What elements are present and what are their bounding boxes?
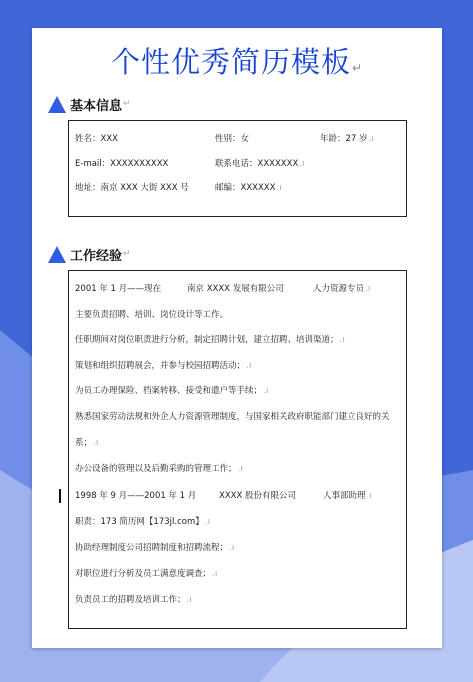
- text-cursor: [59, 489, 61, 503]
- name-field: 姓名：XXX: [75, 134, 118, 144]
- job2-period: 1998 年 9 月——2001 年 1 月: [75, 491, 197, 501]
- paragraph-mark: ↵: [123, 249, 131, 259]
- job1-role: 人力资源专员.ı: [313, 284, 371, 294]
- age-field: 年龄：27 岁.ı: [320, 134, 374, 144]
- job2-role: 人事部助理.ı: [323, 491, 372, 501]
- phone-field: 联系电话：XXXXXXX.ı: [215, 159, 305, 169]
- work-experience-box: [68, 270, 407, 629]
- basic-info-box: [68, 120, 407, 217]
- job2-line: 职责：173 简历网【173jl.com】.ı: [75, 517, 211, 527]
- basic-info-heading: [48, 94, 131, 114]
- postcode-field: 邮编：XXXXXX.ı: [215, 183, 282, 193]
- title-text: 个性优秀简历模板: [110, 45, 351, 79]
- job1-line: 任职期间对岗位职责进行分析，制定招聘计划，建立招聘、培训渠道；.ı: [75, 335, 345, 345]
- paragraph-mark: ↵: [351, 61, 364, 75]
- job1-line: 系；.ı: [75, 438, 99, 448]
- triangle-bullet-icon: [48, 96, 66, 113]
- email-field: E-mail：XXXXXXXXXX: [75, 159, 169, 169]
- triangle-bullet-icon: [48, 246, 66, 263]
- job2-company: XXXX 股份有限公司: [219, 491, 296, 501]
- work-experience-title: 工作经验: [70, 248, 123, 264]
- job1-line: 熟悉国家劳动法规和外企人力资源管理制度，与国家相关政府职能部门建立良好的关: [75, 412, 390, 422]
- resume-title: [32, 44, 442, 86]
- paragraph-mark: ↵: [123, 99, 131, 109]
- address-field: 地址：南京 XXX 大街 XXX 号: [75, 183, 189, 193]
- work-experience-heading: [48, 244, 131, 264]
- job2-line: 负责员工的招聘及培训工作；.ı: [75, 595, 192, 605]
- job1-line: 办公设备的管理以及后勤采购的管理工作；.ı: [75, 464, 243, 474]
- basic-info-title: 基本信息: [70, 98, 123, 114]
- resume-page: [32, 28, 442, 648]
- job1-line: 主要负责招聘、培训、岗位设计等工作。: [75, 310, 229, 320]
- job1-line: 策划和组织招聘展会，并参与校园招聘活动；.ı: [75, 361, 252, 371]
- job2-line: 协助经理制度公司招聘制度和招聘流程；.ı: [75, 543, 235, 553]
- job2-line: 对职位进行分析及员工满意度调查；.ı: [75, 569, 218, 579]
- gender-field: 性别：女: [215, 134, 250, 144]
- job1-period: 2001 年 1 月——现在: [75, 284, 162, 294]
- job1-line: 为员工办理保险、档案转移、接受和遣户等手续；.ı: [75, 386, 269, 396]
- job1-company: 南京 XXXX 发展有限公司: [187, 284, 284, 294]
